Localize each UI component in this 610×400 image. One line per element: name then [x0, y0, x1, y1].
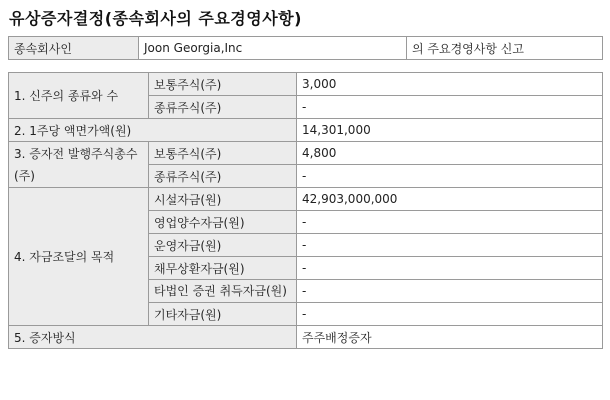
increase-method-value: 주주배정증자: [297, 326, 603, 349]
other-fund-label: 기타자금(원): [149, 303, 297, 326]
par-value-label: 2. 1주당 액면가액(원): [9, 119, 297, 142]
table-row: [9, 119, 603, 142]
common-shares-label: 보통주식(주): [149, 142, 297, 165]
subsidiary-company-name: Joon Georgia,Inc: [139, 37, 407, 60]
table-row: [9, 142, 603, 165]
capital-increase-table: [8, 72, 603, 349]
other-shares-label: 종류주식(주): [149, 165, 297, 188]
funding-purpose-label: 4. 자금조달의 목적: [9, 188, 149, 326]
business-acquisition-fund-value: -: [297, 211, 603, 234]
debt-repayment-fund-value: -: [297, 257, 603, 280]
other-fund-value: -: [297, 303, 603, 326]
business-acquisition-fund-label: 영업양수자금(원): [149, 211, 297, 234]
increase-method-label: 5. 증자방식: [9, 326, 297, 349]
par-value-value: 14,301,000: [297, 119, 603, 142]
operating-fund-value: -: [297, 234, 603, 257]
subsidiary-header-table: [8, 36, 603, 60]
common-shares-value: 4,800: [297, 142, 603, 165]
operating-fund-label: 운영자금(원): [149, 234, 297, 257]
page-title: 유상증자결정(종속회사의 주요경영사항): [9, 9, 302, 28]
facility-fund-value: 42,903,000,000: [297, 188, 603, 211]
securities-acquisition-fund-value: -: [297, 280, 603, 303]
facility-fund-label: 시설자금(원): [149, 188, 297, 211]
other-shares-value: -: [297, 96, 603, 119]
debt-repayment-fund-label: 채무상환자금(원): [149, 257, 297, 280]
table-row: [9, 326, 603, 349]
subsidiary-label: 종속회사인: [9, 37, 139, 60]
securities-acquisition-fund-label: 타법인 증권 취득자금(원): [149, 280, 297, 303]
subsidiary-header-row: [9, 37, 603, 60]
shares-before-increase-label: 3. 증자전 발행주식총수(주): [9, 142, 149, 188]
subsidiary-suffix: 의 주요경영사항 신고: [407, 37, 603, 60]
other-shares-label: 종류주식(주): [149, 96, 297, 119]
other-shares-value: -: [297, 165, 603, 188]
new-shares-label: 1. 신주의 종류와 수: [9, 73, 149, 119]
table-row: [9, 73, 603, 96]
common-shares-label: 보통주식(주): [149, 73, 297, 96]
common-shares-value: 3,000: [297, 73, 603, 96]
table-row: [9, 188, 603, 211]
